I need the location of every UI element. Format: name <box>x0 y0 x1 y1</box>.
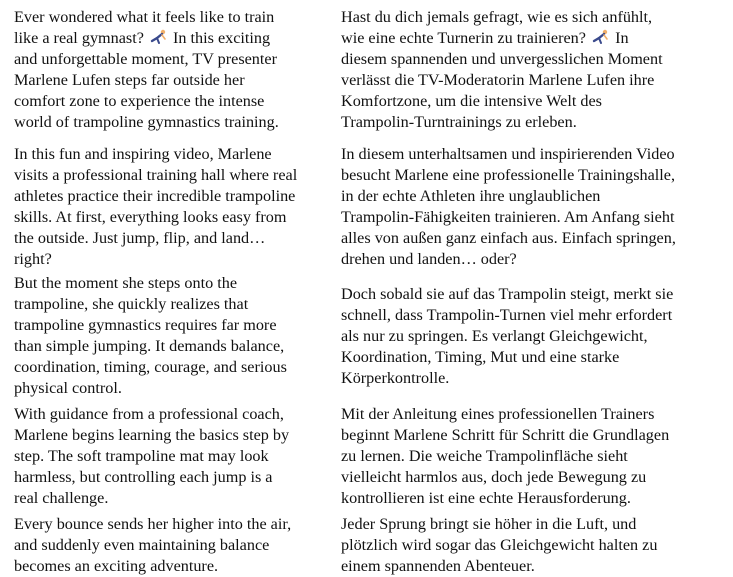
german-paragraph-5: Jeder Sprung bringt sie höher in die Luft, und plötzlich wird sogar das Gleichgewicht halten zu einem spannenden Abenteuer. <box>341 515 658 575</box>
english-paragraph-5: Every bounce sends her higher into the air, and suddenly even maintaining balance becomes an exciting adventure. <box>14 515 292 575</box>
english-paragraph-4: With guidance from a professional coach, Marlene begins learning the basics step by step. The soft trampoline mat may look harmless, but controlling each jump is a real challenge. <box>14 405 290 507</box>
english-paragraph-3: But the moment she steps onto the trampoline, she quickly realizes that trampoline gymnastics requires far more than simple jumping. It demands balance, coordination, timing, courage, and serious physical control. <box>14 274 287 397</box>
german-paragraph-3: Doch sobald sie auf das Trampolin steigt, merkt sie schnell, dass Trampolin-Turnen viel mehr erfordert als nur zu springen. Es verlangt Gleichgewicht, Koordination, Timing, Mut und eine starke Körperkontrolle. <box>341 285 674 387</box>
gymnast-emoji-icon <box>592 29 609 44</box>
german-paragraph-2: In diesem unterhaltsamen und inspirierenden Video besucht Marlene eine professionelle Trainingshalle, in der echte Athleten ihre unglaublichen Trampolin-Fähigkeiten trainieren. Am Anfang sieht alles von außen ganz einfach aus. Einfach springen, drehen und landen… oder? <box>341 145 676 268</box>
english-paragraph-2: In this fun and inspiring video, Marlene visits a professional training hall where real athletes practice their incredible trampoline skills. At first, everything looks easy from the outside. Just jump, flip, and land… right? <box>14 145 298 268</box>
german-paragraph-1: Hast du dich jemals gefragt, wie es sich anfühlt, wie eine echte Turnerin zu trainieren? In diesem spannenden und unvergesslichen Moment verlässt die TV-Moderatorin Marlene Lufen ihre Komfortzone, um die intensive Welt des Trampolin-Turntrainings zu erleben. <box>341 8 663 131</box>
english-paragraph-1: Ever wondered what it feels like to train like a real gymnast? In this exciting and unforgettable moment, TV presenter Marlene Lufen steps far outside her comfort zone to experience the intense world of trampoline gymnastics training. <box>14 8 279 131</box>
gymnast-emoji-icon <box>150 29 167 44</box>
german-paragraph-4: Mit der Anleitung eines professionellen Trainers beginnt Marlene Schritt für Schritt die Grundlagen zu lernen. Die weiche Trampolinfläche sieht vielleicht harmlos aus, doch jede Bewegung zu kontrollieren ist eine echte Herausforderung. <box>341 405 670 507</box>
